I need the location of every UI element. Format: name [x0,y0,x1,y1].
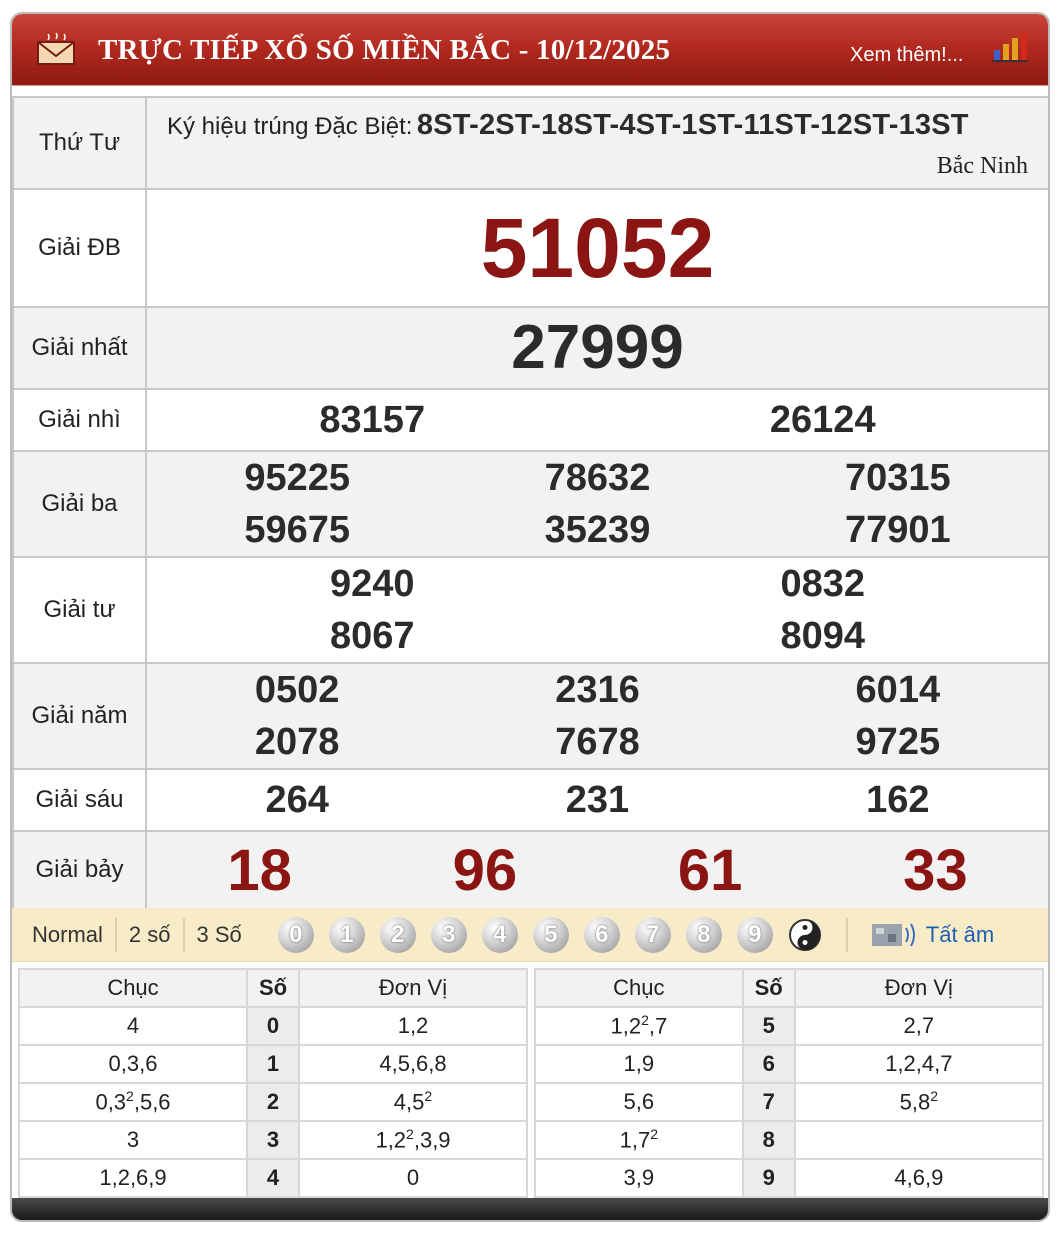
column-header: Chục [535,969,743,1007]
prize-label: Giải sáu [13,769,146,831]
prize-row-g6 [13,769,1049,831]
mail-icon [36,32,76,66]
prize-number: 18 [227,837,292,903]
table-row [19,1159,527,1197]
digit-ball-7[interactable]: 7 [635,917,671,953]
table-row [19,1121,527,1159]
kyhieu-row [13,97,1049,189]
draw-day: Thứ Tư [13,97,146,189]
loto-cell-so: 9 [743,1159,795,1197]
prize-number: 70315 [844,457,951,499]
digit-ball-9[interactable]: 9 [737,917,773,953]
loto-cell-so: 3 [247,1121,299,1159]
loto-cell-donvi: $1,2^2,3,9$ [299,1121,527,1159]
prize-number: 96 [452,837,518,903]
prize-number: 8067 [329,615,415,657]
footer-bar [12,1198,1050,1222]
loto-cell-so: 7 [743,1083,795,1121]
prize-number: 77901 [844,509,951,551]
prize-row-g4 [13,557,1049,663]
loto-cell-donvi [795,1121,1043,1159]
see-more-link[interactable]: Xem thêm!... [850,44,964,66]
loto-cell-chuc: $0,3^2,5,6$ [19,1083,247,1121]
prize-row-g2 [13,389,1049,451]
table-row [535,1045,1043,1083]
prize-number: 95225 [244,457,350,499]
prize-number: 83157 [319,398,426,441]
mute-all-button[interactable]: Tất âm [925,921,995,947]
province-name: Bắc Ninh [936,153,1028,179]
loto-cell-chuc: $1,2^2,7$ [535,1007,743,1045]
page-title: TRỰC TIẾP XỔ SỐ MIỀN BẮC - 10/12/2025 [98,34,671,66]
digit-ball-8[interactable]: 8 [686,917,722,953]
loto-cell-so: 5 [743,1007,795,1045]
prize-number: 61 [677,837,743,903]
header-bar [12,14,1048,86]
column-header: Số [247,969,299,1007]
loto-table-right [534,968,1044,1198]
loto-cell-chuc: 3 [19,1121,247,1159]
column-header: Đơn Vị [795,969,1043,1007]
column-header: Đơn Vị [299,969,527,1007]
prize-label: Giải ba [13,451,146,557]
column-header: Chục [19,969,247,1007]
loto-cell-chuc: 0,3,6 [19,1045,247,1083]
prize-number: 2316 [555,669,640,711]
prize-row-g7 [13,831,1049,909]
loto-cell-chuc: 4 [19,1007,247,1045]
prize-number: 7678 [555,721,640,763]
loto-cell-so: 8 [743,1121,795,1159]
digit-ball-1[interactable]: 1 [329,917,365,953]
prize-number: 0502 [254,669,340,711]
digit-ball-0[interactable]: 0 [278,917,314,953]
first-prize-number: 27999 [146,307,1049,389]
table-row [535,1121,1043,1159]
prize-label: Giải năm [13,663,146,769]
prize-number: 2078 [254,721,340,763]
prize-number: 231 [565,778,630,821]
kyhieu-label: Ký hiệu trúng Đặc Biệt: [167,113,413,140]
digit-ball-group [278,917,822,953]
table-row [19,1083,527,1121]
prize-number: 35239 [544,509,651,551]
digit-ball-5[interactable]: 5 [533,917,569,953]
digit-ball-4[interactable]: 4 [482,917,518,953]
column-header: Số [743,969,795,1007]
prize-label: Giải nhất [13,307,146,389]
loto-cell-so: 6 [743,1045,795,1083]
prize-number: 0832 [780,563,866,605]
special-prize-number: 51052 [146,189,1049,307]
loto-cell-donvi: $4,5^2$ [299,1083,527,1121]
prize-number: 9725 [855,721,941,763]
loto-cell-so: 0 [247,1007,299,1045]
prize-number: 78632 [544,457,651,499]
mode-3-digit-button[interactable]: 3 Số [196,921,242,947]
prize-row-g5 [13,663,1049,769]
loto-cell-donvi: 4,5,6,8 [299,1045,527,1083]
prize-number: 162 [866,778,930,821]
loto-cell-so: 1 [247,1045,299,1083]
digit-ball-2[interactable]: 2 [380,917,416,953]
loto-cell-donvi: 0 [299,1159,527,1197]
prize-row-db [13,189,1049,307]
loto-cell-chuc: 1,2,6,9 [19,1159,247,1197]
digit-ball-3[interactable]: 3 [431,917,467,953]
loto-cell-donvi: 2,7 [795,1007,1043,1045]
loto-cell-donvi: 1,2,4,7 [795,1045,1043,1083]
kyhieu-code: 8ST-2ST-18ST-4ST-1ST-11ST-12ST-13ST [416,109,969,141]
yin-yang-icon[interactable] [788,918,822,952]
mode-2-digit-button[interactable]: 2 số [117,918,185,952]
loto-cell-donvi: $5,8^2$ [795,1083,1043,1121]
display-toolbar [12,908,1050,962]
results-table [12,96,1050,910]
table-row [19,1007,527,1045]
loto-cell-chuc: $1,7^2$ [535,1121,743,1159]
table-row [535,1007,1043,1045]
table-row [535,1083,1043,1121]
prize-number: 264 [265,778,329,821]
prize-number: 9240 [329,563,415,605]
prize-row-g3 [13,451,1049,557]
digit-ball-6[interactable]: 6 [584,917,620,953]
prize-label: Giải nhì [13,389,146,451]
loto-cell-chuc: 1,9 [535,1045,743,1083]
prize-number: 6014 [855,669,941,711]
prize-row-g1 [13,307,1049,389]
lottery-result-box [10,12,1050,1222]
loto-cell-donvi: 1,2 [299,1007,527,1045]
table-row [535,1159,1043,1197]
loto-cell-chuc: 5,6 [535,1083,743,1121]
prize-number: 8094 [780,615,866,657]
sound-icon[interactable] [870,920,918,950]
loto-cell-so: 4 [247,1159,299,1197]
loto-cell-chuc: 3,9 [535,1159,743,1197]
bar-chart-icon[interactable] [990,30,1030,64]
table-row [19,1045,527,1083]
loto-cell-donvi: 4,6,9 [795,1159,1043,1197]
prize-number: 59675 [244,509,350,551]
prize-label: Giải ĐB [13,189,146,307]
prize-number: 26124 [769,398,876,441]
prize-number: 33 [903,837,968,903]
mode-normal-button[interactable]: Normal [12,918,117,952]
prize-label: Giải bảy [13,831,146,909]
loto-table-left [18,968,528,1198]
prize-label: Giải tư [13,557,146,663]
loto-cell-so: 2 [247,1083,299,1121]
toolbar-divider [846,918,848,952]
